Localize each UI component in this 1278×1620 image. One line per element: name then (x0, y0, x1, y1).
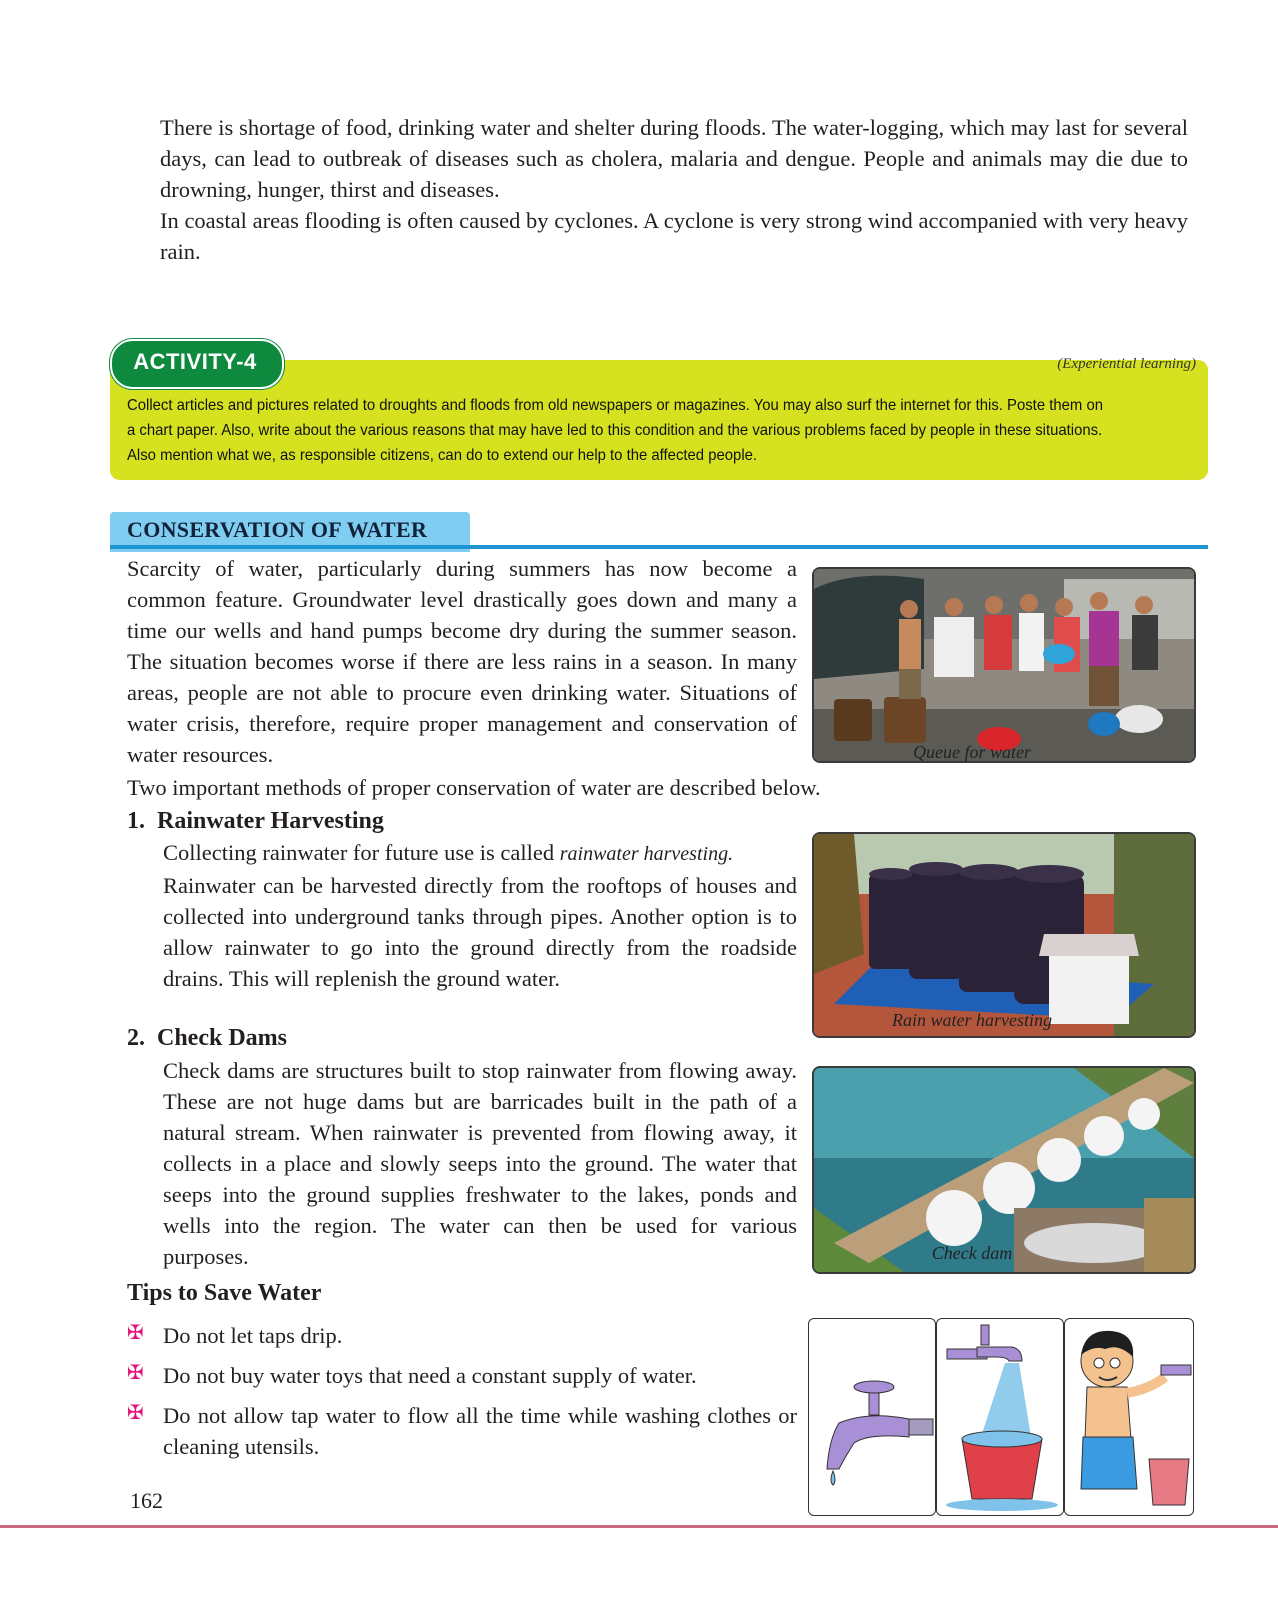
method-1-title: Rainwater Harvesting (157, 808, 384, 834)
queue-photo-illustration (814, 569, 1194, 761)
method-1-text-b: Rainwater can be harvested directly from the rooftops of houses and collected into underground tanks through pipes. Another option is to allow rainwater to go into the ground directly from the roadside drains. This will replenish the ground water. (163, 873, 797, 991)
bullet-icon: ✠ (127, 1400, 144, 1424)
method-1-text-a: Collecting rainwater for future use is called (163, 840, 560, 865)
check-dam-caption: Check dam (931, 1243, 1013, 1263)
tips-list (127, 1320, 797, 1462)
harvesting-photo-illustration (814, 834, 1194, 1036)
method-1-text (163, 837, 797, 994)
method-2-text: Check dams are structures built to stop rainwater from flowing away. These are not huge dams but are barricades built in the path of a natural stream. When rainwater is prevented from flowing away, it collects in a place and slowly seeps into the ground. The water that seeps into the ground supplies freshwater to the lakes, ponds and wells into the region. The water can then be used for various purposes. (163, 1058, 797, 1269)
boy-at-tap-illustration (1064, 1318, 1194, 1516)
method-2-title: Check Dams (157, 1025, 287, 1051)
method-1-term: rainwater harvesting. (559, 843, 734, 865)
tip-text: Do not let taps drip. (163, 1323, 343, 1348)
overflowing-bucket-illustration (936, 1318, 1064, 1516)
footer-rule (0, 1525, 1278, 1528)
activity-text (127, 393, 1120, 468)
intro-paragraph-1: There is shortage of food, drinking water and shelter during floods. The water-logging, which may last for several days, can lead to outbreak of diseases such as cholera, malaria and dengue. People and animals may die due to drowning, hunger, thirst and diseases. (160, 115, 1188, 202)
activity-line-2: a chart paper. Also, write about the various reasons that may have led to this condition and the various problems faced by people in these situations. (127, 422, 1103, 439)
tip-text: Do not allow tap water to flow all the time while washing clothes or cleaning utensils. (163, 1403, 797, 1459)
intro-text (160, 112, 1188, 267)
tip-item (127, 1360, 797, 1391)
page-number: 162 (130, 1488, 163, 1513)
harvesting-caption: Rain water harvesting (892, 1010, 1052, 1030)
rain-water-harvesting-photo (812, 832, 1196, 1038)
tip-item (127, 1400, 797, 1462)
activity-tag: (Experiential learning) (1057, 356, 1196, 372)
activity-line-3: Also mention what we, as responsible citizens, can do to extend our help to the affected people. (127, 447, 758, 464)
dripping-tap-illustration (808, 1318, 936, 1516)
section-title: CONSERVATION OF WATER (127, 517, 428, 542)
bullet-icon: ✠ (127, 1320, 144, 1344)
tips-title: Tips to Save Water (127, 1280, 322, 1306)
activity-line-1: Collect articles and pictures related to droughts and floods from old newspapers or magazines. You may also surf the internet for this. Poste them on (127, 397, 1103, 414)
tip-text: Do not buy water toys that need a constant supply of water. (163, 1363, 697, 1388)
tip-item (127, 1320, 797, 1351)
methods-intro: Two important methods of proper conservation of water are described below. (127, 775, 821, 800)
section-header-rule (110, 545, 1208, 549)
overflowing-bucket-icon (937, 1319, 1063, 1515)
boy-at-tap-icon (1065, 1319, 1193, 1515)
dripping-tap-icon (809, 1319, 935, 1515)
method-1-number: 1. (127, 808, 145, 834)
method-2-heading (127, 1023, 287, 1054)
section-lead: Scarcity of water, particularly during summers has now become a common feature. Groundwater level drastically goes down and many a time our wells and hand pumps become dry during the summer season. The situation becomes worse if there are less rains in a season. In many areas, people are not able to procure even drinking water. Situations of water crisis, therefore, require proper management and conservation of water resources. (127, 556, 797, 767)
check-dam-photo-illustration (814, 1068, 1194, 1272)
intro-paragraph-2: In coastal areas flooding is often caused by cyclones. A cyclone is very strong wind accompanied with very heavy rain. (160, 208, 1188, 264)
method-1-heading (127, 806, 384, 837)
queue-for-water-photo (812, 567, 1196, 763)
bullet-icon: ✠ (127, 1360, 144, 1384)
queue-caption: Queue for water (913, 742, 1031, 762)
method-2-number: 2. (127, 1025, 145, 1051)
activity-title: ACTIVITY-4 (133, 349, 257, 374)
